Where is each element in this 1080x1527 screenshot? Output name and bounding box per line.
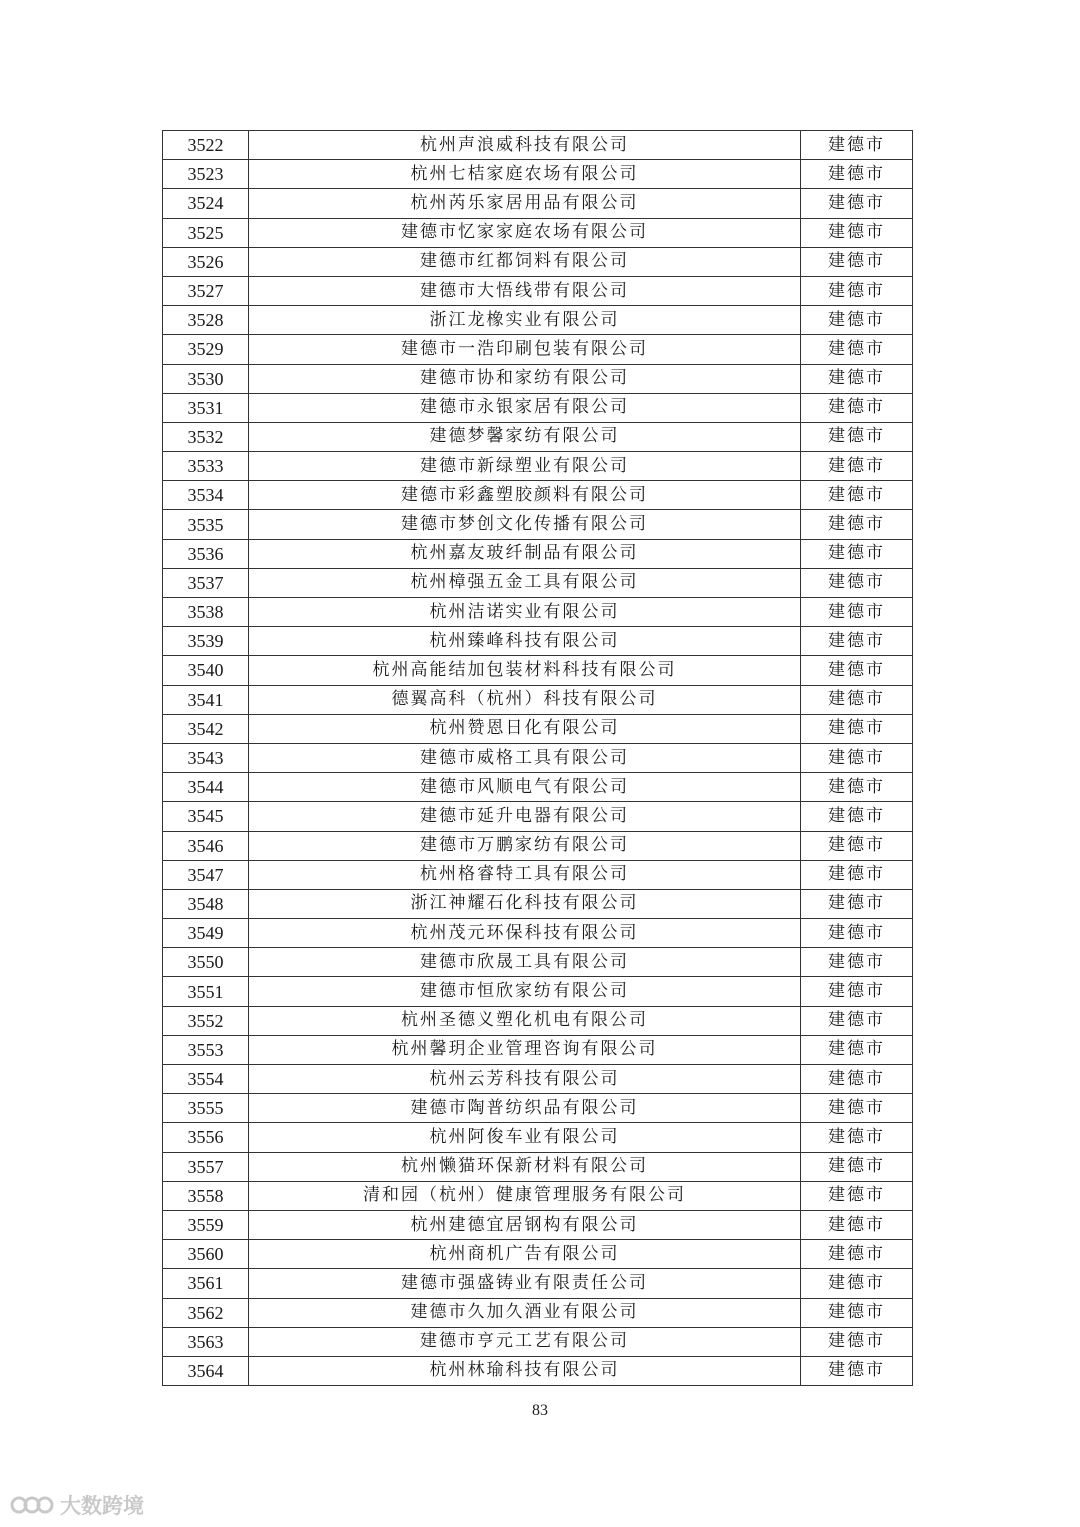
company-name: 建德市久加久酒业有限公司 bbox=[249, 1298, 801, 1327]
row-number: 3557 bbox=[163, 1152, 249, 1181]
table-row bbox=[163, 1298, 913, 1327]
row-number: 3536 bbox=[163, 539, 249, 568]
city: 建德市 bbox=[801, 1094, 913, 1123]
table-row bbox=[163, 568, 913, 597]
table-row bbox=[163, 685, 913, 714]
row-number: 3525 bbox=[163, 218, 249, 247]
table-row bbox=[163, 860, 913, 889]
row-number: 3556 bbox=[163, 1123, 249, 1152]
company-name: 德翼高科（杭州）科技有限公司 bbox=[249, 685, 801, 714]
company-name: 杭州七桔家庭农场有限公司 bbox=[249, 160, 801, 189]
table-row bbox=[163, 1356, 913, 1385]
row-number: 3547 bbox=[163, 860, 249, 889]
table-row bbox=[163, 1240, 913, 1269]
table-row bbox=[163, 306, 913, 335]
table-row bbox=[163, 510, 913, 539]
table-row bbox=[163, 889, 913, 918]
company-name: 杭州声浪威科技有限公司 bbox=[249, 131, 801, 160]
company-name: 建德市强盛铸业有限责任公司 bbox=[249, 1269, 801, 1298]
company-name: 建德市万鹏家纺有限公司 bbox=[249, 831, 801, 860]
city: 建德市 bbox=[801, 131, 913, 160]
company-name: 杭州高能结加包装材料科技有限公司 bbox=[249, 656, 801, 685]
city: 建德市 bbox=[801, 1006, 913, 1035]
row-number: 3548 bbox=[163, 889, 249, 918]
company-name: 建德市风顺电气有限公司 bbox=[249, 773, 801, 802]
row-number: 3561 bbox=[163, 1269, 249, 1298]
table-row bbox=[163, 1181, 913, 1210]
company-name: 杭州云芳科技有限公司 bbox=[249, 1065, 801, 1094]
company-name: 杭州格睿特工具有限公司 bbox=[249, 860, 801, 889]
row-number: 3535 bbox=[163, 510, 249, 539]
table-row bbox=[163, 1035, 913, 1064]
row-number: 3560 bbox=[163, 1240, 249, 1269]
table-row bbox=[163, 247, 913, 276]
city: 建德市 bbox=[801, 539, 913, 568]
city: 建德市 bbox=[801, 1240, 913, 1269]
city: 建德市 bbox=[801, 977, 913, 1006]
table-row bbox=[163, 452, 913, 481]
city: 建德市 bbox=[801, 1152, 913, 1181]
city: 建德市 bbox=[801, 656, 913, 685]
row-number: 3562 bbox=[163, 1298, 249, 1327]
table-row bbox=[163, 422, 913, 451]
table-row bbox=[163, 189, 913, 218]
table-row bbox=[163, 627, 913, 656]
row-number: 3522 bbox=[163, 131, 249, 160]
city: 建德市 bbox=[801, 189, 913, 218]
company-name: 杭州阿俊车业有限公司 bbox=[249, 1123, 801, 1152]
city: 建德市 bbox=[801, 948, 913, 977]
company-table bbox=[162, 130, 913, 1386]
company-name: 建德市威格工具有限公司 bbox=[249, 743, 801, 772]
city: 建德市 bbox=[801, 685, 913, 714]
row-number: 3541 bbox=[163, 685, 249, 714]
row-number: 3532 bbox=[163, 422, 249, 451]
table-row bbox=[163, 218, 913, 247]
table-row bbox=[163, 276, 913, 305]
table-row bbox=[163, 335, 913, 364]
company-name: 建德梦馨家纺有限公司 bbox=[249, 422, 801, 451]
city: 建德市 bbox=[801, 1269, 913, 1298]
city: 建德市 bbox=[801, 1356, 913, 1385]
city: 建德市 bbox=[801, 481, 913, 510]
company-name: 建德市协和家纺有限公司 bbox=[249, 364, 801, 393]
company-name: 杭州懒猫环保新材料有限公司 bbox=[249, 1152, 801, 1181]
table-row bbox=[163, 393, 913, 422]
company-name: 浙江龙橡实业有限公司 bbox=[249, 306, 801, 335]
city: 建德市 bbox=[801, 422, 913, 451]
city: 建德市 bbox=[801, 364, 913, 393]
row-number: 3549 bbox=[163, 919, 249, 948]
table-row bbox=[163, 773, 913, 802]
city: 建德市 bbox=[801, 1327, 913, 1356]
row-number: 3524 bbox=[163, 189, 249, 218]
company-name: 杭州圣德义塑化机电有限公司 bbox=[249, 1006, 801, 1035]
company-name: 建德市一浩印刷包装有限公司 bbox=[249, 335, 801, 364]
city: 建德市 bbox=[801, 1123, 913, 1152]
company-name: 杭州商机广告有限公司 bbox=[249, 1240, 801, 1269]
table-row bbox=[163, 1152, 913, 1181]
company-name: 建德市欣晟工具有限公司 bbox=[249, 948, 801, 977]
company-name: 杭州赞恩日化有限公司 bbox=[249, 714, 801, 743]
table-row bbox=[163, 743, 913, 772]
company-name: 建德市忆家家庭农场有限公司 bbox=[249, 218, 801, 247]
company-name: 建德市红都饲料有限公司 bbox=[249, 247, 801, 276]
company-name: 建德市亨元工艺有限公司 bbox=[249, 1327, 801, 1356]
company-name: 浙江神耀石化科技有限公司 bbox=[249, 889, 801, 918]
company-name: 清和园（杭州）健康管理服务有限公司 bbox=[249, 1181, 801, 1210]
table-row bbox=[163, 160, 913, 189]
city: 建德市 bbox=[801, 510, 913, 539]
company-name: 建德市彩鑫塑胶颜料有限公司 bbox=[249, 481, 801, 510]
table-row bbox=[163, 1094, 913, 1123]
city: 建德市 bbox=[801, 627, 913, 656]
row-number: 3542 bbox=[163, 714, 249, 743]
table-row bbox=[163, 948, 913, 977]
city: 建德市 bbox=[801, 714, 913, 743]
row-number: 3553 bbox=[163, 1035, 249, 1064]
row-number: 3528 bbox=[163, 306, 249, 335]
company-name: 杭州臻峰科技有限公司 bbox=[249, 627, 801, 656]
table-body bbox=[163, 131, 913, 1386]
table-row bbox=[163, 977, 913, 1006]
table-row bbox=[163, 539, 913, 568]
row-number: 3544 bbox=[163, 773, 249, 802]
city: 建德市 bbox=[801, 1065, 913, 1094]
table-row bbox=[163, 598, 913, 627]
table-row bbox=[163, 1006, 913, 1035]
row-number: 3529 bbox=[163, 335, 249, 364]
row-number: 3555 bbox=[163, 1094, 249, 1123]
watermark-text: 大数跨境 bbox=[60, 1494, 144, 1518]
row-number: 3526 bbox=[163, 247, 249, 276]
city: 建德市 bbox=[801, 393, 913, 422]
row-number: 3550 bbox=[163, 948, 249, 977]
page-number: 83 bbox=[532, 1402, 548, 1419]
city: 建德市 bbox=[801, 598, 913, 627]
company-name: 建德市大悟线带有限公司 bbox=[249, 276, 801, 305]
city: 建德市 bbox=[801, 831, 913, 860]
table-row bbox=[163, 831, 913, 860]
city: 建德市 bbox=[801, 306, 913, 335]
city: 建德市 bbox=[801, 743, 913, 772]
company-name: 杭州樟强五金工具有限公司 bbox=[249, 568, 801, 597]
row-number: 3538 bbox=[163, 598, 249, 627]
city: 建德市 bbox=[801, 860, 913, 889]
row-number: 3534 bbox=[163, 481, 249, 510]
company-name: 杭州茂元环保科技有限公司 bbox=[249, 919, 801, 948]
city: 建德市 bbox=[801, 247, 913, 276]
city: 建德市 bbox=[801, 802, 913, 831]
city: 建德市 bbox=[801, 452, 913, 481]
company-name: 建德市陶普纺织品有限公司 bbox=[249, 1094, 801, 1123]
table-row bbox=[163, 1210, 913, 1239]
company-name: 杭州芮乐家居用品有限公司 bbox=[249, 189, 801, 218]
row-number: 3540 bbox=[163, 656, 249, 685]
company-name: 杭州建德宜居钢构有限公司 bbox=[249, 1210, 801, 1239]
company-name: 建德市延升电器有限公司 bbox=[249, 802, 801, 831]
row-number: 3543 bbox=[163, 743, 249, 772]
table-row bbox=[163, 1327, 913, 1356]
city: 建德市 bbox=[801, 773, 913, 802]
company-name: 杭州馨玥企业管理咨询有限公司 bbox=[249, 1035, 801, 1064]
city: 建德市 bbox=[801, 1298, 913, 1327]
logo-icon bbox=[10, 1490, 56, 1520]
table-row bbox=[163, 1123, 913, 1152]
table-row bbox=[163, 656, 913, 685]
table-row bbox=[163, 714, 913, 743]
city: 建德市 bbox=[801, 1210, 913, 1239]
row-number: 3545 bbox=[163, 802, 249, 831]
watermark bbox=[10, 1488, 144, 1522]
city: 建德市 bbox=[801, 1035, 913, 1064]
row-number: 3558 bbox=[163, 1181, 249, 1210]
row-number: 3533 bbox=[163, 452, 249, 481]
city: 建德市 bbox=[801, 919, 913, 948]
company-name: 建德市永银家居有限公司 bbox=[249, 393, 801, 422]
company-name: 杭州嘉友玻纤制品有限公司 bbox=[249, 539, 801, 568]
row-number: 3530 bbox=[163, 364, 249, 393]
city: 建德市 bbox=[801, 568, 913, 597]
company-name: 杭州洁诺实业有限公司 bbox=[249, 598, 801, 627]
city: 建德市 bbox=[801, 160, 913, 189]
row-number: 3559 bbox=[163, 1210, 249, 1239]
row-number: 3537 bbox=[163, 568, 249, 597]
row-number: 3531 bbox=[163, 393, 249, 422]
company-name: 建德市新绿塑业有限公司 bbox=[249, 452, 801, 481]
row-number: 3539 bbox=[163, 627, 249, 656]
table-row bbox=[163, 919, 913, 948]
company-name: 建德市恒欣家纺有限公司 bbox=[249, 977, 801, 1006]
table-row bbox=[163, 1065, 913, 1094]
city: 建德市 bbox=[801, 276, 913, 305]
row-number: 3546 bbox=[163, 831, 249, 860]
row-number: 3564 bbox=[163, 1356, 249, 1385]
city: 建德市 bbox=[801, 218, 913, 247]
table-row bbox=[163, 802, 913, 831]
city: 建德市 bbox=[801, 889, 913, 918]
company-list-table bbox=[162, 130, 912, 1386]
city: 建德市 bbox=[801, 335, 913, 364]
row-number: 3527 bbox=[163, 276, 249, 305]
company-name: 杭州林瑜科技有限公司 bbox=[249, 1356, 801, 1385]
table-row bbox=[163, 1269, 913, 1298]
row-number: 3554 bbox=[163, 1065, 249, 1094]
row-number: 3563 bbox=[163, 1327, 249, 1356]
table-row bbox=[163, 364, 913, 393]
row-number: 3551 bbox=[163, 977, 249, 1006]
company-name: 建德市梦创文化传播有限公司 bbox=[249, 510, 801, 539]
table-row bbox=[163, 481, 913, 510]
row-number: 3552 bbox=[163, 1006, 249, 1035]
table-row bbox=[163, 131, 913, 160]
city: 建德市 bbox=[801, 1181, 913, 1210]
row-number: 3523 bbox=[163, 160, 249, 189]
